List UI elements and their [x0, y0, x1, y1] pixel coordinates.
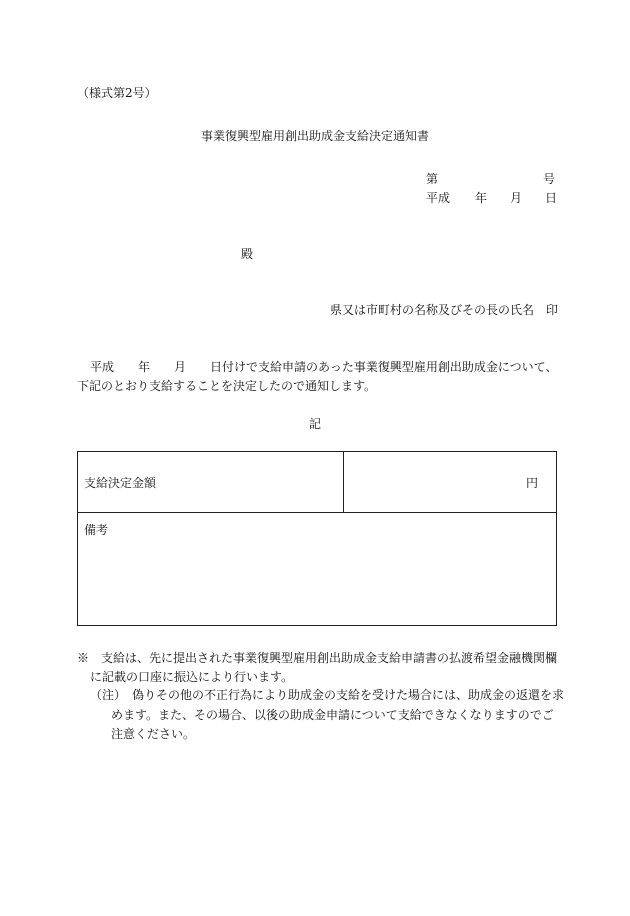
note-line-2: に記載の口座に振込により行います。 — [90, 670, 294, 684]
addressee-honorific: 殿 — [241, 247, 254, 261]
date-year-label: 年 — [475, 191, 488, 205]
column-divider — [343, 452, 344, 512]
section-mark: 記 — [308, 417, 321, 431]
body-text-line-2: 下記のとおり支給することを決定したので通知します。 — [77, 379, 377, 393]
amount-label: 支給決定金額 — [84, 476, 157, 490]
amount-unit: 円 — [525, 476, 538, 490]
date-month-label: 月 — [510, 191, 523, 205]
remarks-label: 備考 — [84, 523, 109, 537]
amount-row — [78, 452, 556, 513]
decision-table — [77, 451, 557, 626]
date-era: 平成 — [426, 191, 451, 205]
reference-number-suffix: 号 — [543, 172, 556, 186]
issuer-signature-line: 県又は市町村の名称及びその長の氏名 印 — [330, 303, 559, 317]
document-title: 事業復興型雇用創出助成金支給決定通知書 — [200, 129, 429, 143]
form-number: （様式第2号） — [77, 86, 157, 100]
note-line-1: ※ 支給は、先に提出された事業復興型雇用創出助成金支給申請書の払渡希望金融機関欄 — [77, 651, 558, 665]
date-day-label: 日 — [545, 191, 558, 205]
note-line-5: 注意ください。 — [111, 727, 196, 741]
note-line-4: めます。また、その場合、以後の助成金申請について支給できなくなりますのでご — [111, 708, 554, 722]
body-text-line-1: 平成 年 月 日付けで支給申請のあった事業復興型雇用創出助成金について、 — [90, 360, 558, 374]
note-line-3: （注） 偽りその他の不正行為により助成金の支給を受けた場合には、助成金の返還を求 — [90, 688, 565, 702]
reference-number-label: 第 — [426, 172, 439, 186]
